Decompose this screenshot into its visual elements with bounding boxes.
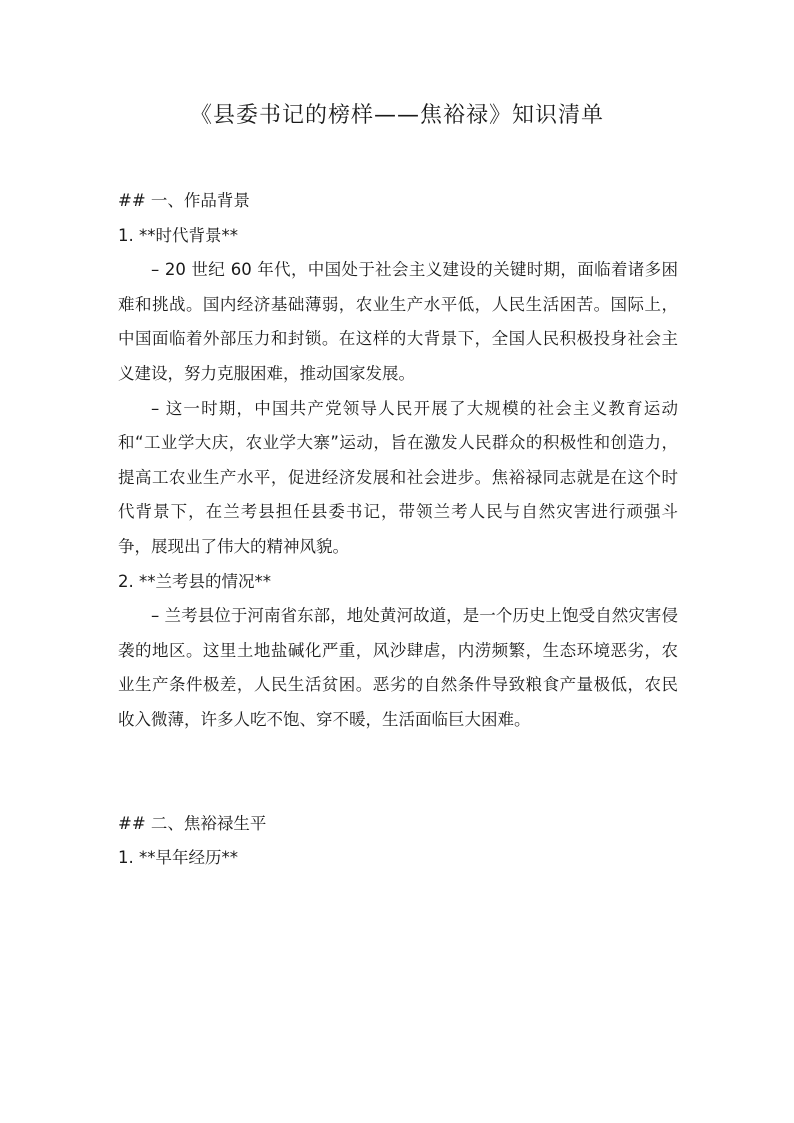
paragraph: – 这一时期，中国共产党领导人民开展了大规模的社会主义教育运动和“工业学大庆，农业学大寨”运动，旨在激发人民群众的积极性和创造力，提高工农业生产水平，促进经济发展和社会进步。焦裕禄同志就是在这个时代背景下，在兰考县担任县委书记，带领兰考人民与自然灾害进行顽强斗争，展现出了伟大的精神风貌。 <box>118 398 678 556</box>
section-heading: ## 一、作品背景 <box>118 191 250 210</box>
section-heading: ## 二、焦裕禄生平 <box>118 813 267 833</box>
item-label: 1. **时代背景** <box>118 225 238 245</box>
spacer <box>118 772 678 807</box>
item-label: 1. **早年经历** <box>118 848 238 868</box>
spacer <box>118 738 678 773</box>
paragraph: – 兰考县位于河南省东部，地处黄河故道，是一个历史上饱受自然灾害侵袭的地区。这里土地盐碱化严重，风沙肆虐，内涝频繁，生态环境恶劣，农业生产条件极差，人民生活贫困。恶劣的自然条件导致粮食产量极低，农民收入微薄，许多人吃不饱、穿不暖，生活面临巨大困难。 <box>118 606 678 729</box>
item-label: 2. **兰考县的情况** <box>118 571 271 591</box>
document-body <box>118 184 678 876</box>
document-title: 《县委书记的榜样——焦裕禄》知识清单 <box>189 103 604 128</box>
paragraph: – 20 世纪 60 年代，中国处于社会主义建设的关键时期，面临着诸多困难和挑战。国内经济基础薄弱，农业生产水平低，人民生活困苦。国际上，中国面临着外部压力和封锁。在这样的大背景下，全国人民积极投身社会主义建设，努力克服困难，推动国家发展。 <box>118 260 678 383</box>
